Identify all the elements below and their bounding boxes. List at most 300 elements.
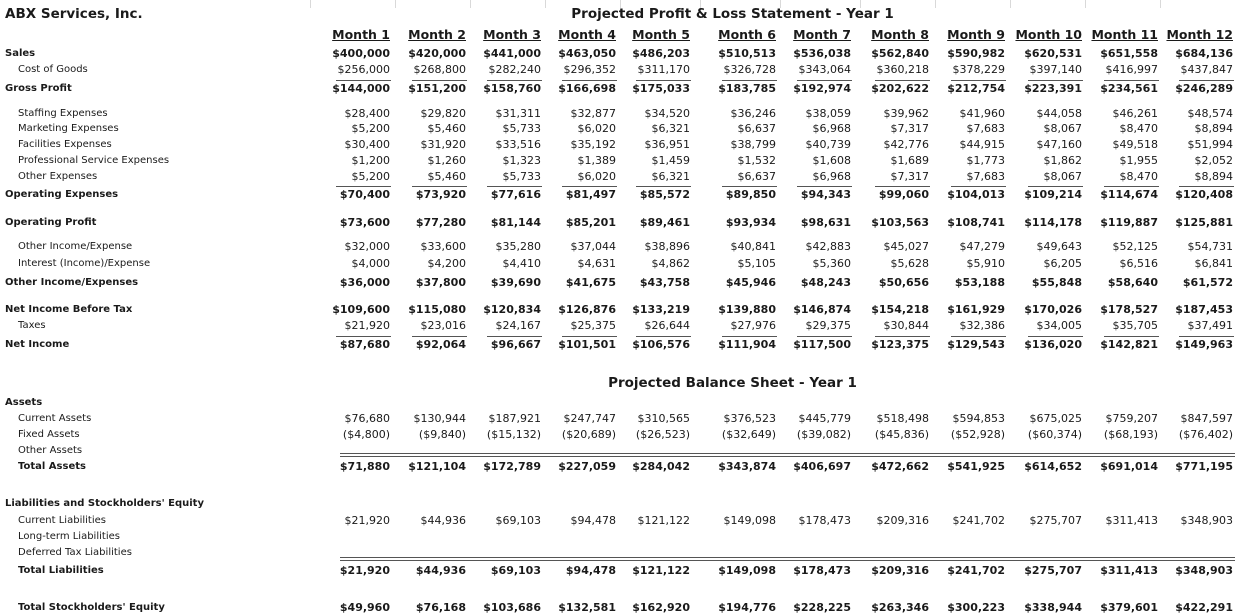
cell-value: $7,317	[890, 122, 929, 135]
cell-value: $275,707	[1024, 564, 1082, 577]
cell-value: $296,352	[563, 63, 616, 76]
cell-value: $5,460	[427, 170, 466, 183]
cell-value: $30,844	[883, 319, 929, 332]
cell-value: $96,667	[490, 338, 541, 351]
cell-value: $241,702	[947, 564, 1005, 577]
cell-value: $46,261	[1112, 107, 1158, 120]
column-divider	[935, 0, 936, 8]
cell-value: $154,218	[871, 303, 929, 316]
cell-value: $684,136	[1175, 47, 1233, 60]
cell-value: $98,631	[800, 216, 851, 229]
cell-value: $24,167	[495, 319, 541, 332]
cell-value: $416,997	[1105, 63, 1158, 76]
cell-value: $1,773	[966, 154, 1005, 167]
cell-value: $111,904	[718, 338, 776, 351]
cell-value: $192,974	[793, 82, 851, 95]
cell-value: ($45,836)	[874, 428, 929, 441]
underline-rule	[797, 336, 852, 337]
row-label: Taxes	[18, 320, 46, 331]
cell-value: $194,776	[718, 601, 776, 614]
month-header: Month 4	[558, 27, 616, 42]
row-label: Other Income/Expenses	[5, 277, 139, 288]
cell-value: $187,453	[1175, 303, 1233, 316]
cell-value: $379,601	[1100, 601, 1158, 614]
cell-value: $691,014	[1100, 460, 1158, 473]
underline-rule	[875, 80, 930, 81]
cell-value: $178,473	[798, 514, 851, 527]
cell-value: $81,497	[565, 188, 616, 201]
cell-value: $376,523	[723, 412, 776, 425]
cell-value: $36,246	[730, 107, 776, 120]
cell-value: ($60,374)	[1027, 428, 1082, 441]
cell-value: $5,910	[966, 257, 1005, 270]
cell-value: $326,728	[723, 63, 776, 76]
cell-value: $247,747	[563, 412, 616, 425]
cell-value: $183,785	[718, 82, 776, 95]
cell-value: $437,847	[1180, 63, 1233, 76]
cell-value: $5,733	[502, 122, 541, 135]
cell-value: $47,160	[1036, 138, 1082, 151]
row-label: Net Income Before Tax	[5, 304, 133, 315]
cell-value: $6,968	[812, 170, 851, 183]
cell-value: $33,516	[495, 138, 541, 151]
underline-rule	[797, 186, 852, 187]
underline-rule	[1104, 80, 1159, 81]
cell-value: $6,020	[577, 122, 616, 135]
cell-value: $139,880	[718, 303, 776, 316]
cell-value: $103,563	[871, 216, 929, 229]
cell-value: $1,260	[427, 154, 466, 167]
cell-value: $42,776	[883, 138, 929, 151]
cell-value: $311,413	[1100, 564, 1158, 577]
cell-value: $115,080	[408, 303, 466, 316]
cell-value: $1,862	[1043, 154, 1082, 167]
month-header: Month 7	[793, 27, 851, 42]
underline-rule	[1028, 186, 1083, 187]
cell-value: $2,052	[1194, 154, 1233, 167]
cell-value: $25,375	[570, 319, 616, 332]
cell-value: $4,631	[577, 257, 616, 270]
cell-value: $114,178	[1024, 216, 1082, 229]
underline-rule	[636, 186, 691, 187]
cell-value: $463,050	[558, 47, 616, 60]
row-label: Gross Profit	[5, 83, 72, 94]
cell-value: $175,033	[632, 82, 690, 95]
cell-value: $202,622	[871, 82, 929, 95]
row-label: Interest (Income)/Expense	[18, 258, 151, 269]
row-label: Operating Profit	[5, 217, 97, 228]
cell-value: $360,218	[876, 63, 929, 76]
cell-value: $1,955	[1119, 154, 1158, 167]
cell-value: $172,789	[483, 460, 541, 473]
cell-value: $8,067	[1043, 170, 1082, 183]
cell-value: $55,848	[1031, 276, 1082, 289]
underline-rule	[1179, 186, 1234, 187]
cell-value: $51,994	[1187, 138, 1233, 151]
cell-value: $275,707	[1029, 514, 1082, 527]
cell-value: $348,903	[1180, 514, 1233, 527]
underline-rule	[951, 80, 1006, 81]
cell-value: $6,637	[737, 170, 776, 183]
cell-value: ($39,082)	[796, 428, 851, 441]
underline-rule	[875, 336, 930, 337]
month-header: Month 5	[632, 27, 690, 42]
month-header: Month 9	[947, 27, 1005, 42]
cell-value: $7,683	[966, 170, 1005, 183]
cell-value: $472,662	[871, 460, 929, 473]
cell-value: $282,240	[488, 63, 541, 76]
row-label: Current Assets	[18, 413, 92, 424]
cell-value: $29,375	[805, 319, 851, 332]
row-label: Fixed Assets	[18, 429, 80, 440]
cell-value: $284,042	[632, 460, 690, 473]
cell-value: $44,936	[420, 514, 466, 527]
cell-value: $77,280	[415, 216, 466, 229]
cell-value: $126,876	[558, 303, 616, 316]
cell-value: ($76,402)	[1178, 428, 1233, 441]
cell-value: $119,887	[1100, 216, 1158, 229]
cell-value: $35,192	[570, 138, 616, 151]
cell-value: $32,877	[570, 107, 616, 120]
cell-value: $108,741	[947, 216, 1005, 229]
cell-value: $35,705	[1112, 319, 1158, 332]
column-divider	[395, 0, 396, 8]
cell-value: $510,513	[718, 47, 776, 60]
cell-value: $6,321	[651, 122, 690, 135]
cell-value: $212,754	[947, 82, 1005, 95]
underline-rule	[487, 80, 542, 81]
cell-value: $5,360	[812, 257, 851, 270]
cell-value: $43,758	[639, 276, 690, 289]
cell-value: $149,098	[718, 564, 776, 577]
cell-value: $36,000	[339, 276, 390, 289]
cell-value: $310,565	[637, 412, 690, 425]
row-label: Sales	[5, 48, 36, 59]
cell-value: $48,574	[1187, 107, 1233, 120]
month-header: Month 3	[483, 27, 541, 42]
cell-value: $34,520	[644, 107, 690, 120]
cell-value: $7,317	[890, 170, 929, 183]
cell-value: $6,516	[1119, 257, 1158, 270]
underline-rule	[951, 186, 1006, 187]
cell-value: $178,527	[1100, 303, 1158, 316]
cell-value: $1,200	[351, 154, 390, 167]
cell-value: $38,896	[644, 240, 690, 253]
cell-value: $263,346	[871, 601, 929, 614]
underline-rule	[722, 186, 777, 187]
cell-value: $92,064	[415, 338, 466, 351]
cell-value: $36,951	[644, 138, 690, 151]
cell-value: $89,850	[725, 188, 776, 201]
cell-value: $614,652	[1024, 460, 1082, 473]
cell-value: $378,229	[952, 63, 1005, 76]
cell-value: $228,225	[793, 601, 851, 614]
underline-rule	[412, 80, 467, 81]
cell-value: $400,000	[332, 47, 390, 60]
cell-value: $1,323	[502, 154, 541, 167]
cell-value: $311,413	[1105, 514, 1158, 527]
cell-value: $151,200	[408, 82, 466, 95]
cell-value: $49,643	[1036, 240, 1082, 253]
cell-value: $26,644	[644, 319, 690, 332]
underline-rule	[1028, 80, 1083, 81]
cell-value: $4,000	[351, 257, 390, 270]
cell-value: $6,841	[1194, 257, 1233, 270]
cell-value: $21,920	[344, 319, 390, 332]
cell-value: $311,170	[637, 63, 690, 76]
cell-value: $37,491	[1187, 319, 1233, 332]
cell-value: $8,894	[1194, 122, 1233, 135]
cell-value: $590,982	[947, 47, 1005, 60]
pl-title: Projected Profit & Loss Statement - Year 1	[571, 6, 894, 22]
column-divider	[545, 0, 546, 8]
cell-value: $38,799	[730, 138, 776, 151]
row-label: Other Assets	[18, 445, 83, 456]
cell-value: $94,478	[565, 564, 616, 577]
underline-rule	[1028, 336, 1083, 337]
cell-value: $31,311	[495, 107, 541, 120]
cell-value: $40,739	[805, 138, 851, 151]
cell-value: $5,733	[502, 170, 541, 183]
cell-value: $29,820	[420, 107, 466, 120]
cell-value: $162,920	[632, 601, 690, 614]
underline-rule	[412, 336, 467, 337]
cell-value: $106,576	[632, 338, 690, 351]
cell-value: $33,600	[420, 240, 466, 253]
cell-value: $35,280	[495, 240, 541, 253]
cell-value: $187,921	[488, 412, 541, 425]
underline-rule	[636, 336, 691, 337]
cell-value: $149,098	[723, 514, 776, 527]
cell-value: ($20,689)	[561, 428, 616, 441]
cell-value: $27,976	[730, 319, 776, 332]
row-label: Assets	[5, 397, 43, 408]
underline-rule	[951, 336, 1006, 337]
cell-value: $32,386	[959, 319, 1005, 332]
cell-value: $166,698	[558, 82, 616, 95]
cell-value: $121,104	[408, 460, 466, 473]
cell-value: ($15,132)	[486, 428, 541, 441]
cell-value: $76,680	[344, 412, 390, 425]
cell-value: $39,690	[490, 276, 541, 289]
underline-rule	[1104, 336, 1159, 337]
underline-rule	[340, 453, 1235, 454]
cell-value: $28,400	[344, 107, 390, 120]
row-label: Current Liabilities	[18, 515, 106, 526]
cell-value: $40,841	[730, 240, 776, 253]
month-header: Month 10	[1015, 27, 1082, 42]
cell-value: ($68,193)	[1103, 428, 1158, 441]
cell-value: $144,000	[332, 82, 390, 95]
cell-value: $121,122	[632, 564, 690, 577]
cell-value: $70,400	[339, 188, 390, 201]
cell-value: $234,561	[1100, 82, 1158, 95]
cell-value: $71,880	[339, 460, 390, 473]
cell-value: $32,000	[344, 240, 390, 253]
cell-value: $69,103	[490, 564, 541, 577]
cell-value: $146,874	[793, 303, 851, 316]
cell-value: $52,125	[1112, 240, 1158, 253]
cell-value: $120,834	[483, 303, 541, 316]
cell-value: $45,946	[725, 276, 776, 289]
cell-value: $1,689	[890, 154, 929, 167]
cell-value: $5,105	[737, 257, 776, 270]
cell-value: $675,025	[1029, 412, 1082, 425]
cell-value: $41,960	[959, 107, 1005, 120]
cell-value: $85,572	[639, 188, 690, 201]
cell-value: $6,205	[1043, 257, 1082, 270]
cell-value: $445,779	[798, 412, 851, 425]
cell-value: $114,674	[1100, 188, 1158, 201]
cell-value: $441,000	[483, 47, 541, 60]
cell-value: $241,702	[952, 514, 1005, 527]
cell-value: $48,243	[800, 276, 851, 289]
cell-value: $93,934	[725, 216, 776, 229]
underline-rule	[487, 336, 542, 337]
underline-rule	[797, 80, 852, 81]
cell-value: $209,316	[871, 564, 929, 577]
cell-value: $562,840	[871, 47, 929, 60]
cell-value: $518,498	[876, 412, 929, 425]
cell-value: $142,821	[1100, 338, 1158, 351]
cell-value: $21,920	[339, 564, 390, 577]
cell-value: $73,600	[339, 216, 390, 229]
month-header: Month 11	[1091, 27, 1158, 42]
row-label: Long-term Liabilities	[18, 531, 120, 542]
cell-value: $41,675	[565, 276, 616, 289]
cell-value: $620,531	[1024, 47, 1082, 60]
cell-value: $6,637	[737, 122, 776, 135]
cell-value: $132,581	[558, 601, 616, 614]
cell-value: $109,214	[1024, 188, 1082, 201]
cell-value: $1,389	[577, 154, 616, 167]
row-label: Other Expenses	[18, 171, 98, 182]
cell-value: $5,628	[890, 257, 929, 270]
underline-rule	[636, 80, 691, 81]
cell-value: $120,408	[1175, 188, 1233, 201]
underline-rule	[487, 186, 542, 187]
cell-value: $227,059	[558, 460, 616, 473]
cell-value: $39,962	[883, 107, 929, 120]
cell-value: $158,760	[483, 82, 541, 95]
cell-value: $81,144	[490, 216, 541, 229]
cell-value: $486,203	[632, 47, 690, 60]
underline-rule	[336, 186, 391, 187]
cell-value: $5,460	[427, 122, 466, 135]
cell-value: $34,005	[1036, 319, 1082, 332]
underline-rule	[340, 557, 1235, 558]
cell-value: $21,920	[344, 514, 390, 527]
cell-value: $8,470	[1119, 170, 1158, 183]
cell-value: $94,478	[570, 514, 616, 527]
cell-value: $94,343	[800, 188, 851, 201]
underline-rule	[722, 80, 777, 81]
cell-value: $101,501	[558, 338, 616, 351]
cell-value: $69,103	[495, 514, 541, 527]
cell-value: $61,572	[1182, 276, 1233, 289]
cell-value: ($26,523)	[635, 428, 690, 441]
cell-value: $77,616	[490, 188, 541, 201]
cell-value: $268,800	[413, 63, 466, 76]
cell-value: $76,168	[415, 601, 466, 614]
cell-value: $6,321	[651, 170, 690, 183]
cell-value: $30,400	[344, 138, 390, 151]
cell-value: $23,016	[420, 319, 466, 332]
row-label: Net Income	[5, 339, 70, 350]
cell-value: $8,067	[1043, 122, 1082, 135]
cell-value: $422,291	[1175, 601, 1233, 614]
cell-value: $4,862	[651, 257, 690, 270]
cell-value: $5,200	[351, 122, 390, 135]
cell-value: $7,683	[966, 122, 1005, 135]
cell-value: $759,207	[1105, 412, 1158, 425]
cell-value: $420,000	[408, 47, 466, 60]
underline-rule	[336, 80, 391, 81]
underline-rule	[722, 336, 777, 337]
column-divider	[1160, 0, 1161, 8]
column-divider	[1010, 0, 1011, 8]
underline-rule	[340, 456, 1235, 457]
cell-value: $6,968	[812, 122, 851, 135]
cell-value: $338,944	[1024, 601, 1082, 614]
column-divider	[470, 0, 471, 8]
cell-value: $44,915	[959, 138, 1005, 151]
cell-value: $5,200	[351, 170, 390, 183]
row-label: Deferred Tax Liabilities	[18, 547, 132, 558]
underline-rule	[1104, 186, 1159, 187]
cell-value: $397,140	[1029, 63, 1082, 76]
cell-value: $256,000	[337, 63, 390, 76]
cell-value: $847,597	[1180, 412, 1233, 425]
cell-value: $58,640	[1107, 276, 1158, 289]
cell-value: $4,200	[427, 257, 466, 270]
cell-value: $133,219	[632, 303, 690, 316]
cell-value: $54,731	[1187, 240, 1233, 253]
row-label: Staffing Expenses	[18, 108, 108, 119]
cell-value: $1,532	[737, 154, 776, 167]
cell-value: $541,925	[947, 460, 1005, 473]
cell-value: $161,929	[947, 303, 1005, 316]
cell-value: $149,963	[1175, 338, 1233, 351]
cell-value: $37,044	[570, 240, 616, 253]
cell-value: $109,600	[332, 303, 390, 316]
bs-title: Projected Balance Sheet - Year 1	[608, 375, 857, 391]
underline-rule	[1179, 80, 1234, 81]
cell-value: $136,020	[1024, 338, 1082, 351]
row-label: Cost of Goods	[18, 64, 88, 75]
cell-value: ($9,840)	[418, 428, 466, 441]
row-label: Liabilities and Stockholders' Equity	[5, 498, 204, 509]
cell-value: $4,410	[502, 257, 541, 270]
cell-value: $300,223	[947, 601, 1005, 614]
cell-value: $130,944	[413, 412, 466, 425]
underline-rule	[1179, 336, 1234, 337]
underline-rule	[562, 80, 617, 81]
cell-value: $42,883	[805, 240, 851, 253]
cell-value: $73,920	[415, 188, 466, 201]
month-header: Month 8	[871, 27, 929, 42]
cell-value: $209,316	[876, 514, 929, 527]
cell-value: $8,470	[1119, 122, 1158, 135]
column-divider	[1085, 0, 1086, 8]
cell-value: $104,013	[947, 188, 1005, 201]
cell-value: $348,903	[1175, 564, 1233, 577]
month-header: Month 2	[408, 27, 466, 42]
column-divider	[310, 0, 311, 8]
cell-value: $44,936	[415, 564, 466, 577]
underline-rule	[562, 336, 617, 337]
row-label: Marketing Expenses	[18, 123, 119, 134]
